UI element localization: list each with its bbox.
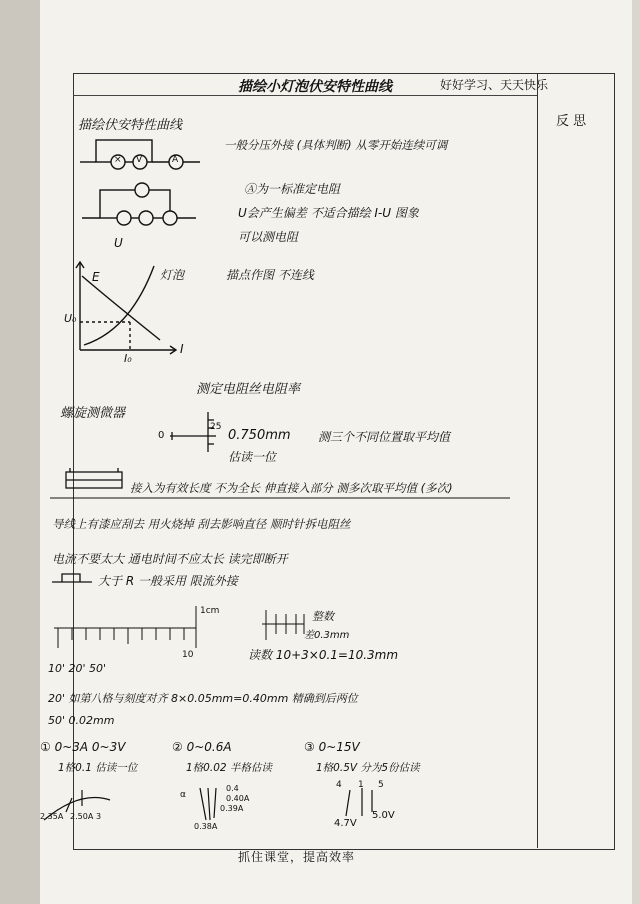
graph-label-E: E — [92, 270, 100, 284]
effective-length-note: 接入为有效长度 不为全长 伸直接入部分 测多次取平均值 (多次) — [130, 481, 453, 495]
deviation-note: U会产生偏差 不适合描绘 I-U 图象 — [238, 206, 419, 220]
method-note: 大于 R 一般采用 限流外接 — [98, 574, 238, 588]
vernier-types: 10' 20' 50' — [48, 662, 107, 675]
reflection-label: 反 思 — [556, 114, 587, 129]
circuit1-lamp1-label: × — [114, 155, 122, 165]
circuit1-lamp2-label: V — [136, 155, 143, 165]
insulation-note: 导线上有漆应刮去 用火烧掉 刮去影响直径 顺时针拆电阻丝 — [52, 517, 351, 531]
meter2-reading-4: 0.38A — [194, 822, 218, 831]
meter3-reading-1: 4 — [336, 780, 342, 790]
graph-label-I0: I₀ — [124, 352, 132, 365]
meter-sketch-2 — [200, 788, 216, 820]
graph-label-U: U — [114, 236, 123, 250]
ruler-label: 1cm — [200, 606, 220, 616]
micrometer-heading: 螺旋测微器 — [60, 406, 126, 421]
meter1-range: ① 0~3A 0~3V — [40, 740, 126, 754]
meter3-reading-2: 1 — [358, 780, 364, 790]
u-i-graph — [76, 262, 176, 354]
topic-title: 描绘小灯泡伏安特性曲线 — [238, 79, 392, 95]
page-motto: 好好学习、天天快乐 — [440, 78, 549, 92]
meter2-range: ② 0~0.6A — [172, 740, 232, 754]
resistivity-heading: 测定电阻丝电阻率 — [196, 382, 301, 397]
meter3-reading-4: 4.7V — [334, 818, 357, 829]
micrometer-note: 测三个不同位置取平均值 — [318, 430, 451, 444]
meter2-reading-3: 0.39A — [220, 804, 244, 813]
graph-label-U0: U₀ — [64, 312, 77, 325]
micrometer-sketch — [170, 412, 216, 452]
micrometer-tick: 25 — [210, 422, 222, 432]
ruler-end: 10 — [182, 650, 194, 660]
meter2-reading-2: 0.40A — [226, 794, 250, 803]
vernier-50-note: 50' 0.02mm — [48, 714, 115, 727]
meter3-range: ③ 0~15V — [304, 740, 360, 754]
meter2-reading-1: 0.4 — [226, 784, 239, 793]
meter2-alpha: α — [180, 790, 186, 800]
meter1-reading-1: 2.35A — [40, 812, 64, 821]
connection-method: 一般分压外接 (具体判断) 从零开始连续可调 — [224, 138, 448, 152]
meter1-division: 1格0.1 估读一位 — [58, 762, 138, 774]
micrometer-zero: 0 — [158, 430, 165, 441]
graph-label-I: I — [180, 342, 184, 356]
meter3-division: 1格0.5V 分为5份估读 — [316, 762, 420, 774]
small-circuit — [52, 574, 92, 582]
circuit-diagram-2 — [82, 183, 196, 225]
meter3-reading-5: 5.0V — [372, 810, 395, 821]
ammeter-note: Ⓐ为一标准定电阻 — [244, 182, 341, 196]
meter-sketch-3 — [346, 788, 372, 816]
vernier-reading: 读数 10+3×0.1=10.3mm — [248, 648, 399, 662]
vernier-20-note: 20' 如第八格与刻度对齐 8×0.05mm=0.40mm 精确到后两位 — [48, 692, 358, 705]
meter2-division: 1格0.02 半格估读 — [186, 762, 272, 774]
current-note: 电流不要太大 通电时间不应太长 读完即断开 — [52, 552, 288, 566]
meter3-reading-3: 5 — [378, 780, 384, 790]
micrometer-reading: 0.750mm — [228, 428, 291, 443]
circuit1-ammeter-label: A — [172, 155, 179, 165]
meter1-reading-3: 3 — [96, 812, 102, 821]
estimate-digit: 估读一位 — [228, 450, 277, 464]
measure-resistance-note: 可以测电阻 — [238, 230, 299, 244]
vernier-detail — [262, 610, 304, 640]
lamp-label: 灯泡 — [160, 268, 185, 282]
vernier-integer: 整数 — [312, 610, 334, 623]
section1-heading: 描绘伏安特性曲线 — [78, 118, 183, 133]
plot-method: 描点作图 不连线 — [226, 268, 314, 282]
vernier-ruler — [54, 606, 196, 648]
footer-slogan: 抓住课堂，提高效率 — [238, 850, 356, 864]
resistor-wire-sketch — [66, 468, 122, 488]
vernier-diff: 差0.3mm — [304, 630, 350, 641]
meter1-reading-2: 2.50A — [70, 812, 94, 821]
